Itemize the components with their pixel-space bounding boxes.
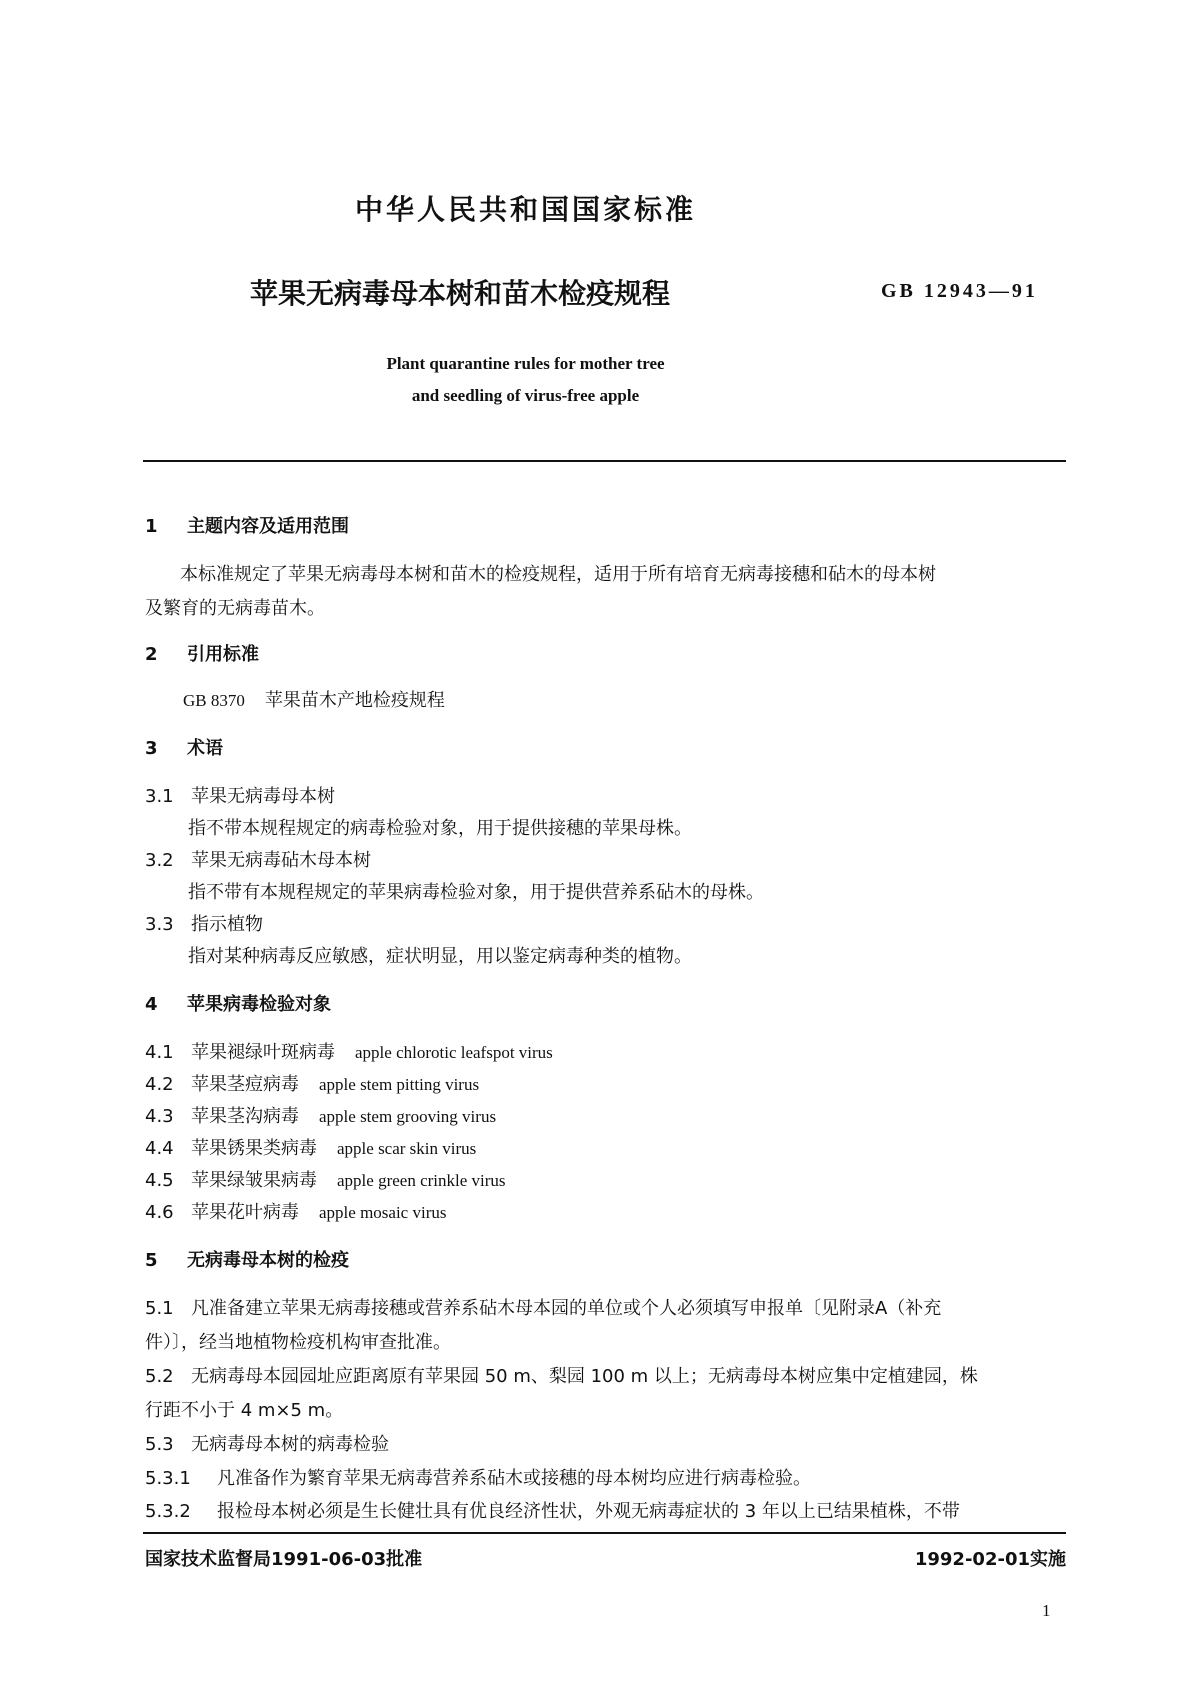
- clause-number: 5.2: [145, 1366, 174, 1387]
- header-divider: [143, 460, 1066, 462]
- virus-name-cn: 苹果茎沟病毒: [191, 1106, 299, 1127]
- term-name: 苹果无病毒砧木母本树: [191, 850, 371, 871]
- term-3-1: [145, 782, 335, 808]
- document-title: 苹果无病毒母本树和苗木检疫规程: [250, 277, 671, 310]
- clause-text: 无病毒母本树的病毒检验: [191, 1434, 389, 1455]
- clause-5-1-line2: 件）〕，经当地植物检疫机构审查批准。: [145, 1332, 451, 1353]
- virus-item: [145, 1166, 506, 1192]
- effective-date: 1992-02-01实施: [914, 1549, 1066, 1570]
- virus-name-en: apple scar skin virus: [337, 1139, 477, 1158]
- clause-5-1-line1: [145, 1294, 941, 1320]
- clause-number: 3.2: [145, 850, 174, 871]
- section-1-heading: [145, 512, 349, 538]
- approval-info: 国家技术监督局1991-06-03批准: [145, 1549, 423, 1570]
- virus-item: [145, 1134, 476, 1160]
- reference-code: GB 8370: [183, 691, 245, 710]
- term-3-2-definition: 指不带有本规程规定的苹果病毒检验对象，用于提供营养系砧木的母株。: [188, 882, 764, 903]
- section-number: 4: [145, 994, 158, 1015]
- virus-name-cn: 苹果花叶病毒: [191, 1202, 299, 1223]
- section-title: 主题内容及适用范围: [187, 516, 349, 537]
- term-3-3-definition: 指对某种病毒反应敏感，症状明显，用以鉴定病毒种类的植物。: [188, 946, 692, 967]
- english-title-line1: Plant quarantine rules for mother tree: [386, 354, 665, 373]
- national-standard-heading: 中华人民共和国国家标准: [354, 193, 696, 226]
- clause-5-2-line1: [145, 1362, 978, 1388]
- term-3-2: [145, 846, 371, 872]
- clause-number: 5.3: [145, 1434, 174, 1455]
- clause-number: 4.4: [145, 1138, 174, 1159]
- virus-name-cn: 苹果茎痘病毒: [191, 1074, 299, 1095]
- clause-number: 4.3: [145, 1106, 174, 1127]
- page-number: 1: [1042, 1601, 1051, 1620]
- term-name: 指示植物: [191, 914, 263, 935]
- virus-item: [145, 1038, 553, 1064]
- section-1-para-line2: 及繁育的无病毒苗木。: [145, 598, 325, 619]
- footer-divider: [143, 1532, 1066, 1534]
- term-name: 苹果无病毒母本树: [191, 786, 335, 807]
- section-title: 无病毒母本树的检疫: [187, 1250, 349, 1271]
- clause-text: 无病毒母本园园址应距离原有苹果园 50 m、梨园 100 m 以上；无病毒母本树应集中定植建园，株: [191, 1366, 978, 1387]
- clause-number: 3.1: [145, 786, 174, 807]
- virus-item: [145, 1070, 479, 1096]
- section-2-heading: [145, 640, 259, 666]
- clause-text: 凡准备建立苹果无病毒接穗或营养系砧木母本园的单位或个人必须填写申报单〔见附录A（补充: [191, 1298, 942, 1319]
- reference-title: 苹果苗木产地检疫规程: [264, 690, 445, 711]
- clause-number: 4.6: [145, 1202, 174, 1223]
- referenced-standard: [183, 686, 445, 712]
- virus-name-en: apple stem grooving virus: [319, 1107, 497, 1126]
- clause-number: 4.5: [145, 1170, 174, 1191]
- clause-5-3-1: [145, 1464, 811, 1490]
- english-title-line2: and seedling of virus-free apple: [411, 386, 640, 405]
- clause-number: 5.3.2: [145, 1501, 191, 1522]
- section-number: 2: [145, 644, 158, 665]
- section-number: 3: [145, 738, 158, 759]
- section-4-heading: [145, 990, 331, 1016]
- clause-5-3: [145, 1430, 389, 1456]
- section-number: 5: [145, 1250, 158, 1271]
- standard-code: GB 12943—91: [881, 280, 1038, 302]
- section-title: 苹果病毒检验对象: [187, 994, 331, 1015]
- term-3-3: [145, 910, 263, 936]
- clause-number: 3.3: [145, 914, 174, 935]
- clause-number: 4.2: [145, 1074, 174, 1095]
- virus-name-en: apple chlorotic leafspot virus: [355, 1043, 553, 1062]
- virus-item: [145, 1198, 446, 1224]
- clause-number: 5.1: [145, 1298, 174, 1319]
- clause-text: 报检母本树必须是生长健壮具有优良经济性状，外观无病毒症状的 3 年以上已结果植株，不带: [217, 1501, 960, 1522]
- section-title: 术语: [187, 738, 223, 759]
- virus-name-en: apple green crinkle virus: [337, 1171, 506, 1190]
- clause-5-2-line2: 行距不小于 4 m×5 m。: [145, 1400, 344, 1421]
- virus-name-cn: 苹果锈果类病毒: [191, 1138, 317, 1159]
- virus-name-cn: 苹果褪绿叶斑病毒: [191, 1042, 335, 1063]
- virus-item: [145, 1102, 496, 1128]
- clause-text: 凡准备作为繁育苹果无病毒营养系砧木或接穗的母本树均应进行病毒检验。: [217, 1468, 811, 1489]
- virus-name-en: apple mosaic virus: [319, 1203, 447, 1222]
- clause-number: 4.1: [145, 1042, 174, 1063]
- section-1-para-line1: 本标准规定了苹果无病毒母本树和苗木的检疫规程，适用于所有培育无病毒接穗和砧木的母本树: [180, 564, 936, 585]
- term-3-1-definition: 指不带本规程规定的病毒检验对象，用于提供接穗的苹果母株。: [188, 818, 692, 839]
- virus-name-en: apple stem pitting virus: [319, 1075, 480, 1094]
- virus-name-cn: 苹果绿皱果病毒: [191, 1170, 317, 1191]
- clause-5-3-2: [145, 1497, 960, 1523]
- section-title: 引用标准: [187, 644, 259, 665]
- section-5-heading: [145, 1246, 349, 1272]
- section-3-heading: [145, 734, 223, 760]
- clause-number: 5.3.1: [145, 1468, 191, 1489]
- section-number: 1: [145, 516, 158, 537]
